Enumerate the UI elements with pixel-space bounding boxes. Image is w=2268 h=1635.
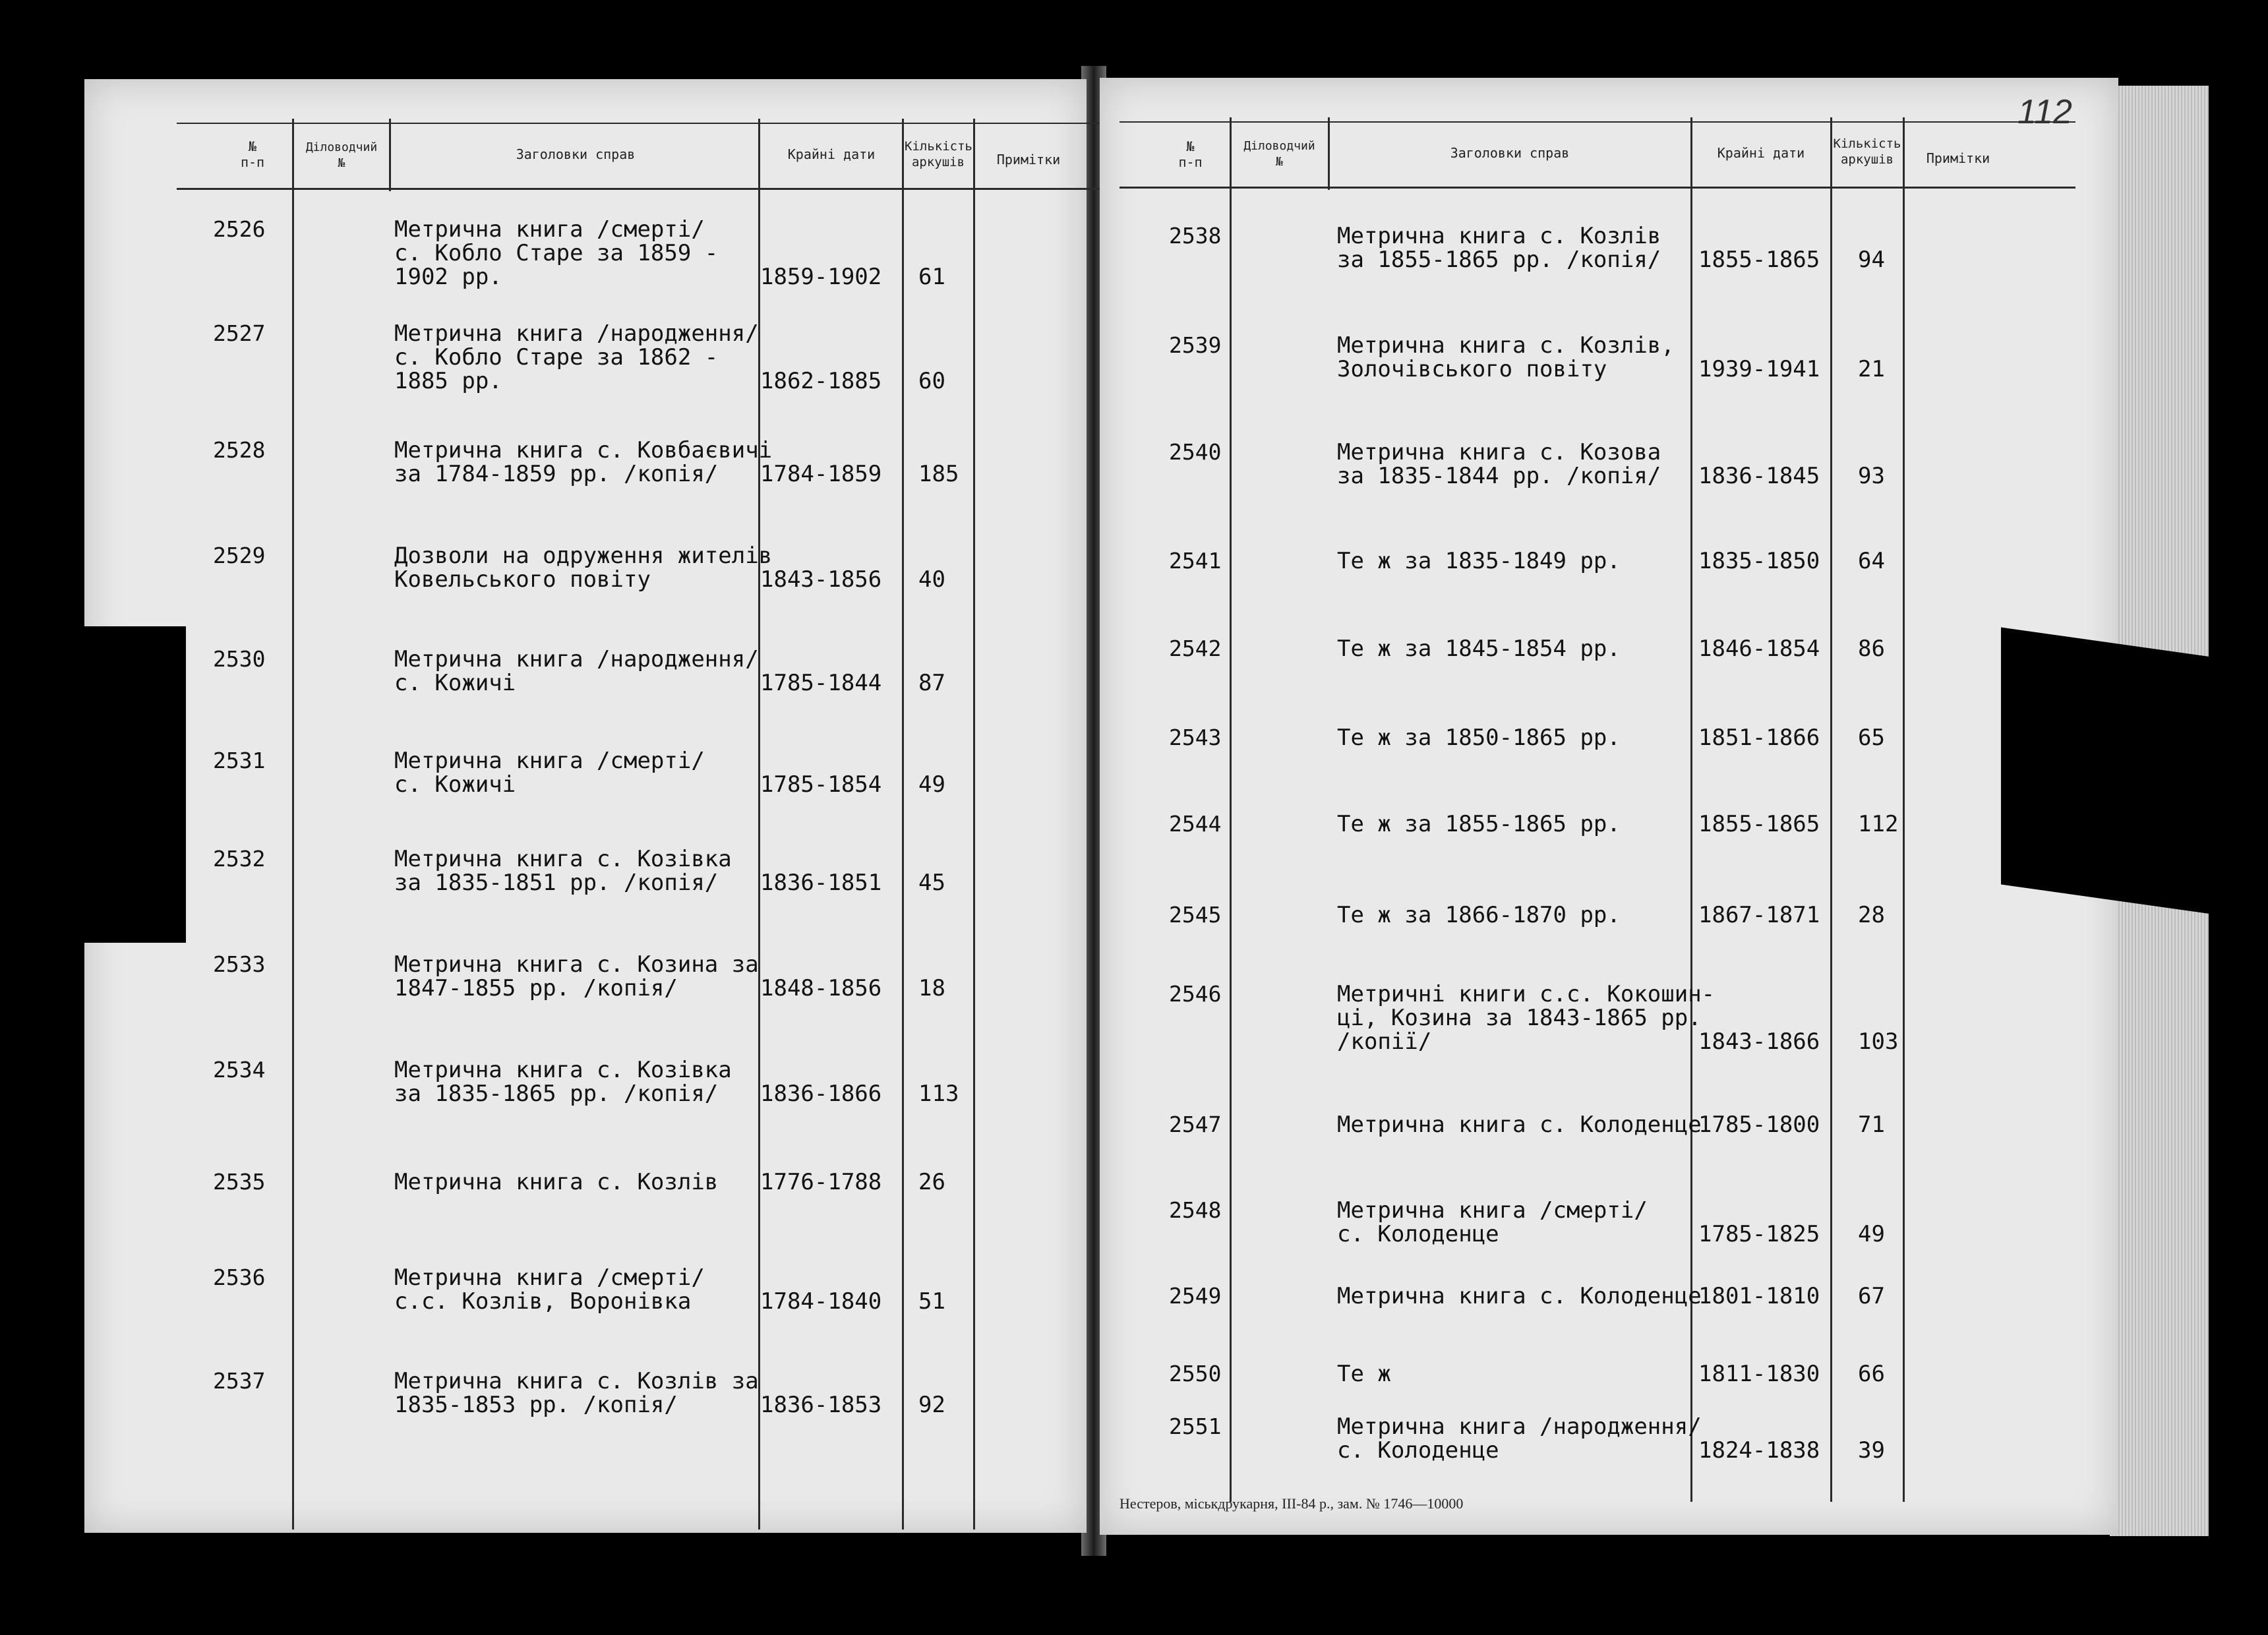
entry-number: 2544: [1169, 811, 1222, 837]
entry-number: 2540: [1169, 439, 1222, 465]
entry-dates: 1846-1854: [1698, 636, 1820, 662]
header-number: № п-п: [240, 138, 265, 170]
entry-dates: 1843-1866: [1698, 1028, 1820, 1055]
entry-title: Метрична книга с. Козова за 1835-1844 рр. /копія/: [1337, 439, 1661, 489]
entry-sheet-count: 185: [918, 461, 959, 487]
binder-clip-right: [2001, 628, 2268, 922]
entry-title: Метрична книга /народження/ с. Кобло Старе за 1862 - 1885 рр.: [394, 320, 759, 394]
entry-dates: 1784-1859: [760, 461, 882, 487]
binder-clip-left: [0, 626, 186, 943]
header-bottom-rule: [1119, 187, 2075, 189]
entry-number: 2539: [1169, 332, 1222, 358]
entry-number: 2526: [213, 216, 266, 242]
entry-sheet-count: 39: [1858, 1437, 1885, 1464]
entry-number: 2530: [213, 646, 266, 672]
entry-number: 2535: [213, 1169, 266, 1195]
entry-title: Метрична книга с. Ковбаєвичі за 1784-1859 рр. /копія/: [394, 437, 773, 487]
entry-sheet-count: 51: [918, 1288, 945, 1315]
entry-number: 2533: [213, 951, 266, 977]
header-sheets: Кількість аркушів: [905, 139, 972, 169]
entry-number: 2531: [213, 748, 266, 773]
printer-footer-note: Нестеров, міськдрукарня, III-84 р., зам. № 1746—10000: [1119, 1495, 1464, 1512]
entry-title: Метрична книга с. Козлів: [394, 1169, 719, 1195]
entry-sheet-count: 86: [1858, 636, 1885, 662]
entry-number: 2528: [213, 437, 266, 463]
header-sheets: Кількість аркушів: [1833, 136, 1901, 167]
header-notes: Примітки: [996, 152, 1061, 167]
entry-title: Метрична книга с. Козина за 1847-1855 рр. /копія/: [394, 951, 759, 1001]
entry-title: Те ж за 1850-1865 рр.: [1337, 725, 1621, 751]
header-clerk-number: Діловодчий №: [1243, 139, 1315, 169]
entry-number: 2542: [1169, 636, 1222, 661]
header-bottom-rule: [177, 188, 1159, 190]
entry-number: 2541: [1169, 548, 1222, 574]
entry-sheet-count: 61: [918, 264, 945, 290]
left-page: [84, 79, 1087, 1533]
entry-title: Метрична книга /смерті/ с. Колоденце: [1337, 1197, 1648, 1247]
entry-sheet-count: 65: [1858, 725, 1885, 751]
entry-sheet-count: 18: [918, 975, 945, 1001]
entry-dates: 1836-1845: [1698, 463, 1820, 489]
header-top-rule: [1119, 121, 2075, 123]
entry-number: 2532: [213, 846, 266, 872]
header-number: № п-п: [1178, 138, 1203, 170]
entry-title: Те ж за 1855-1865 рр.: [1337, 811, 1621, 837]
entry-sheet-count: 40: [918, 566, 945, 593]
entry-number: 2547: [1169, 1112, 1222, 1137]
right-page: [1100, 78, 2118, 1535]
entry-dates: 1855-1865: [1698, 811, 1820, 837]
entry-sheet-count: 28: [1858, 902, 1885, 928]
entry-sheet-count: 60: [918, 368, 945, 394]
entry-sheet-count: 64: [1858, 548, 1885, 574]
entry-title: Те ж за 1866-1870 рр.: [1337, 902, 1621, 928]
entry-title: Метрична книга с. Козлів за 1835-1853 рр. /копія/: [394, 1368, 759, 1418]
entry-number: 2551: [1169, 1413, 1222, 1439]
column-divider: [1230, 117, 1232, 1502]
entry-dates: 1811-1830: [1698, 1361, 1820, 1387]
entry-number: 2546: [1169, 981, 1222, 1007]
entry-dates: 1776-1788: [760, 1169, 882, 1195]
entry-sheet-count: 92: [918, 1392, 945, 1418]
entry-number: 2536: [213, 1264, 266, 1290]
entry-title: Метрична книга с. Козівка за 1835-1851 рр. /копія/: [394, 846, 732, 896]
entry-dates: 1824-1838: [1698, 1437, 1820, 1464]
entry-number: 2543: [1169, 725, 1222, 750]
entry-sheet-count: 93: [1858, 463, 1885, 489]
entry-number: 2529: [213, 543, 266, 568]
entry-sheet-count: 49: [918, 771, 945, 798]
entry-sheet-count: 103: [1858, 1028, 1899, 1055]
entry-title: Метрична книга /смерті/ с.с. Козлів, Воронівка: [394, 1264, 705, 1315]
entry-sheet-count: 87: [918, 670, 945, 696]
header-clerk-number: Діловодчий №: [305, 140, 378, 170]
entry-sheet-count: 112: [1858, 811, 1899, 837]
header-dates: Крайні дати: [787, 146, 876, 162]
entry-number: 2527: [213, 320, 266, 346]
entry-dates: 1801-1810: [1698, 1283, 1820, 1309]
entry-number: 2545: [1169, 902, 1222, 928]
entry-number: 2548: [1169, 1197, 1222, 1223]
page-number: 112: [2017, 93, 2072, 131]
entry-dates: 1939-1941: [1698, 356, 1820, 382]
entry-sheet-count: 67: [1858, 1283, 1885, 1309]
entry-sheet-count: 94: [1858, 247, 1885, 273]
entry-dates: 1843-1856: [760, 566, 882, 593]
entry-dates: 1862-1885: [760, 368, 882, 394]
entry-dates: 1859-1902: [760, 264, 882, 290]
entry-dates: 1855-1865: [1698, 247, 1820, 273]
entry-title: Метрична книга с. Козлів за 1855-1865 рр. /копія/: [1337, 223, 1661, 273]
column-divider: [389, 119, 391, 191]
entry-title: Метричні книги с.с. Кокошин- ці, Козина за 1843-1865 рр. /копії/: [1337, 981, 1716, 1055]
column-divider: [902, 119, 904, 1530]
header-dates: Крайні дати: [1717, 145, 1805, 161]
entry-dates: 1836-1866: [760, 1081, 882, 1107]
entry-title: Метрична книга /смерті/ с. Кобло Старе за 1859 - 1902 рр.: [394, 216, 719, 290]
entry-dates: 1835-1850: [1698, 548, 1820, 574]
entry-dates: 1784-1840: [760, 1288, 882, 1315]
entry-title: Те ж: [1337, 1361, 1391, 1387]
header-titles: Заголовки справ: [1450, 145, 1570, 161]
entry-title: Метрична книга /народження/ с. Колоденце: [1337, 1413, 1702, 1464]
entry-title: Те ж за 1835-1849 рр.: [1337, 548, 1621, 574]
entry-title: Метрична книга /народження/ с. Кожичі: [394, 646, 759, 696]
entry-sheet-count: 45: [918, 870, 945, 896]
entry-sheet-count: 71: [1858, 1112, 1885, 1138]
entry-dates: 1848-1856: [760, 975, 882, 1001]
header-notes: Примітки: [1926, 150, 1990, 166]
entry-sheet-count: 113: [918, 1081, 959, 1107]
entry-title: Метрична книга /смерті/ с. Кожичі: [394, 748, 705, 798]
column-divider: [1830, 117, 1832, 1502]
entry-dates: 1785-1800: [1698, 1112, 1820, 1138]
entry-dates: 1851-1866: [1698, 725, 1820, 751]
entry-number: 2538: [1169, 223, 1222, 249]
entry-title: Дозволи на одруження жителів Ковельського повіту: [394, 543, 773, 593]
header-top-rule: [177, 123, 1159, 124]
entry-sheet-count: 66: [1858, 1361, 1885, 1387]
entry-sheet-count: 21: [1858, 356, 1885, 382]
entry-dates: 1785-1844: [760, 670, 882, 696]
entry-dates: 1785-1825: [1698, 1221, 1820, 1247]
entry-dates: 1867-1871: [1698, 902, 1820, 928]
entry-title: Метрична книга с. Колоденце: [1337, 1283, 1702, 1309]
entry-title: Метрична книга с. Козлів, Золочівського повіту: [1337, 332, 1675, 382]
entry-number: 2534: [213, 1057, 266, 1083]
column-divider: [1903, 117, 1905, 1502]
entry-sheet-count: 26: [918, 1169, 945, 1195]
entry-dates: 1836-1853: [760, 1392, 882, 1418]
header-titles: Заголовки справ: [516, 146, 636, 162]
entry-sheet-count: 49: [1858, 1221, 1885, 1247]
entry-title: Те ж за 1845-1854 рр.: [1337, 636, 1621, 662]
column-divider: [1328, 117, 1330, 190]
entry-dates: 1785-1854: [760, 771, 882, 798]
entry-number: 2537: [213, 1368, 266, 1394]
entry-number: 2550: [1169, 1361, 1222, 1386]
column-divider: [292, 119, 294, 1530]
entry-dates: 1836-1851: [760, 870, 882, 896]
entry-number: 2549: [1169, 1283, 1222, 1309]
column-divider: [973, 119, 975, 1530]
entry-title: Метрична книга с. Козівка за 1835-1865 рр. /копія/: [394, 1057, 732, 1107]
entry-title: Метрична книга с. Колоденце: [1337, 1112, 1702, 1138]
